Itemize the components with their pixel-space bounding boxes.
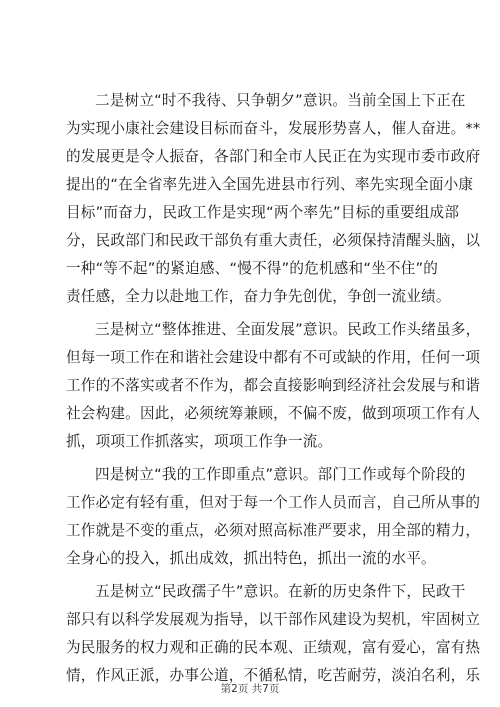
text-line: 五是树立“民政孺子牛”意识。在新的历史条件下，民政干: [95, 583, 466, 600]
text-line: 工作必定有轻有重，但对于每一个工作人员而言，自己所从事的: [66, 494, 481, 511]
text-line: 四是树立“我的工作即重点”意识。部门工作或每个阶段的: [95, 466, 466, 483]
text-line: 提出的“在全省率先进入全国先进县市行列、率先实现全面小康: [66, 176, 474, 193]
text-line: 工作就是不变的重点，必须对照高标准严要求，用全部的精力，: [66, 522, 481, 539]
text-line: 社会构建。因此，必须统筹兼顾，不偏不废，做到项项工作有人: [66, 405, 481, 422]
text-line: 三是树立“整体推进、全面发展”意识。民政工作头绪虽多，: [95, 321, 481, 338]
text-line: 目标”而奋力，民政工作是实现“两个率先”目标的重要组成部: [66, 204, 460, 221]
text-line: 抓，项项工作抓落实，项项工作争一流。: [66, 433, 333, 450]
text-line: 部只有以科学发展观为指导，以干部作风建设为契机，牢固树立: [66, 611, 481, 628]
text-line: 二是树立“时不我待、只争朝夕”意识。当前全国上下正在: [95, 92, 466, 109]
text-line: 分，民政部门和民政干部负有重大责任，必须保持清醒头脑，以: [66, 232, 481, 249]
text-line: 为民服务的权力观和正确的民本观、正绩观，富有爱心，富有热: [66, 639, 481, 656]
text-line: 但每一项工作在和谐社会建设中都有不可或缺的作用，任何一项: [66, 349, 481, 366]
text-line: 为实现小康社会建设目标而奋斗，发展形势喜人，催人奋进。**: [66, 120, 481, 137]
text-line: 责任感，全力以赴地工作，奋力争先创优，争创一流业绩。: [66, 288, 451, 305]
text-line: 全身心的投入，抓出成效，抓出特色，抓出一流的水平。: [66, 550, 436, 567]
text-line: 工作的不落实或者不作为，都会直接影响到经济社会发展与和谐: [66, 377, 481, 394]
text-line: 一种“等不起”的紧迫感、“慢不得”的危机感和“坐不住”的: [66, 260, 439, 277]
text-line: 的发展更是令人振奋，各部门和全市人民正在为实现市委市政府: [66, 148, 481, 165]
text-line: 情，作风正派，办事公道，不循私情，吃苦耐劳，淡泊名利，乐: [66, 667, 481, 684]
page-number: 第2页 共7页: [220, 683, 280, 695]
